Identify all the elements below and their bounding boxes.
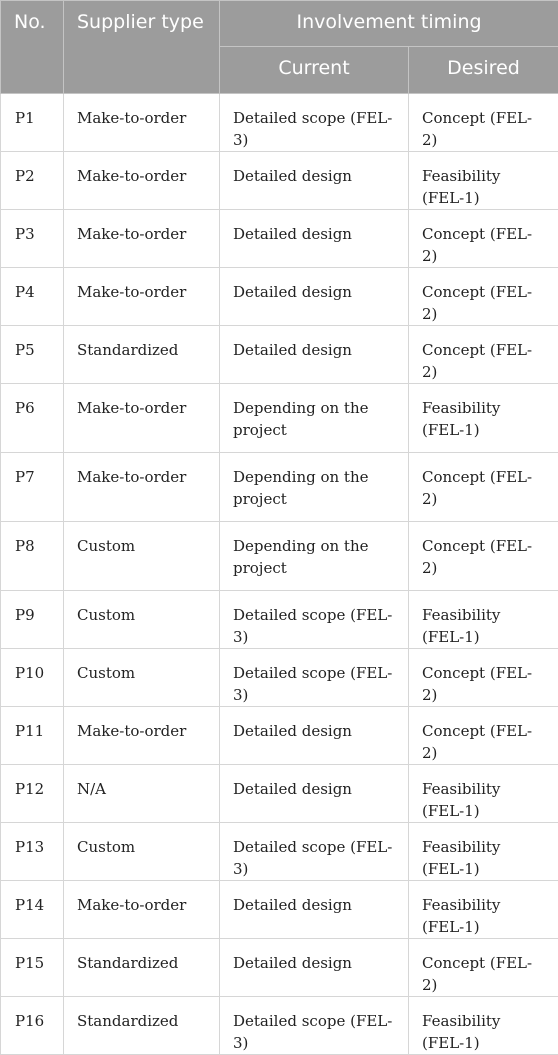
cell-supplier-type: Custom — [64, 823, 220, 881]
cell-current-timing: Detailed design — [220, 210, 409, 268]
cell-desired-timing: Feasibility (FEL-1) — [409, 823, 558, 881]
table-row — [1, 881, 558, 939]
header-desired: Desired — [409, 47, 558, 94]
cell-supplier-type: Standardized — [64, 997, 220, 1055]
header-supplier-type: Supplier type — [64, 1, 220, 94]
cell-supplier-type: Make-to-order — [64, 453, 220, 522]
cell-no: P16 — [1, 997, 64, 1055]
cell-desired-timing: Feasibility (FEL-1) — [409, 881, 558, 939]
cell-current-timing: Detailed scope (FEL-3) — [220, 649, 409, 707]
cell-supplier-type: Make-to-order — [64, 152, 220, 210]
cell-current-timing: Detailed design — [220, 939, 409, 997]
table-row — [1, 765, 558, 823]
cell-no: P11 — [1, 707, 64, 765]
cell-no: P8 — [1, 522, 64, 591]
cell-supplier-type: Make-to-order — [64, 210, 220, 268]
cell-supplier-type: N/A — [64, 765, 220, 823]
table-row — [1, 453, 558, 522]
cell-current-timing: Detailed design — [220, 152, 409, 210]
cell-supplier-type: Custom — [64, 522, 220, 591]
header-no: No. — [1, 1, 64, 94]
cell-desired-timing: Concept (FEL-2) — [409, 326, 558, 384]
cell-supplier-type: Standardized — [64, 939, 220, 997]
cell-supplier-type: Make-to-order — [64, 268, 220, 326]
table-body — [1, 94, 558, 1055]
cell-desired-timing: Concept (FEL-2) — [409, 522, 558, 591]
cell-no: P7 — [1, 453, 64, 522]
table-row — [1, 94, 558, 152]
table-row — [1, 997, 558, 1055]
cell-no: P9 — [1, 591, 64, 649]
cell-no: P1 — [1, 94, 64, 152]
cell-desired-timing: Concept (FEL-2) — [409, 939, 558, 997]
cell-desired-timing: Concept (FEL-2) — [409, 94, 558, 152]
cell-no: P13 — [1, 823, 64, 881]
cell-current-timing: Depending on the project — [220, 522, 409, 591]
cell-desired-timing: Feasibility (FEL-1) — [409, 384, 558, 453]
cell-desired-timing: Concept (FEL-2) — [409, 707, 558, 765]
table-row — [1, 210, 558, 268]
table-row — [1, 326, 558, 384]
cell-supplier-type: Make-to-order — [64, 707, 220, 765]
cell-desired-timing: Feasibility (FEL-1) — [409, 997, 558, 1055]
table-row — [1, 649, 558, 707]
cell-current-timing: Detailed design — [220, 326, 409, 384]
cell-current-timing: Depending on the project — [220, 384, 409, 453]
cell-desired-timing: Concept (FEL-2) — [409, 649, 558, 707]
table-row — [1, 522, 558, 591]
table-row — [1, 707, 558, 765]
cell-current-timing: Detailed design — [220, 765, 409, 823]
cell-supplier-type: Custom — [64, 649, 220, 707]
cell-supplier-type: Custom — [64, 591, 220, 649]
cell-no: P12 — [1, 765, 64, 823]
cell-current-timing: Detailed design — [220, 707, 409, 765]
cell-current-timing: Detailed scope (FEL-3) — [220, 94, 409, 152]
header-current: Current — [220, 47, 409, 94]
table-row — [1, 384, 558, 453]
cell-no: P5 — [1, 326, 64, 384]
cell-desired-timing: Concept (FEL-2) — [409, 210, 558, 268]
cell-supplier-type: Make-to-order — [64, 94, 220, 152]
table-row — [1, 939, 558, 997]
cell-supplier-type: Standardized — [64, 326, 220, 384]
cell-no: P10 — [1, 649, 64, 707]
table-row — [1, 591, 558, 649]
cell-no: P15 — [1, 939, 64, 997]
cell-no: P14 — [1, 881, 64, 939]
cell-current-timing: Detailed design — [220, 881, 409, 939]
cell-current-timing: Detailed design — [220, 268, 409, 326]
cell-no: P6 — [1, 384, 64, 453]
table-row — [1, 823, 558, 881]
cell-no: P4 — [1, 268, 64, 326]
header-involvement-timing: Involvement timing — [220, 1, 558, 47]
table-row — [1, 268, 558, 326]
cell-current-timing: Depending on the project — [220, 453, 409, 522]
cell-supplier-type: Make-to-order — [64, 881, 220, 939]
cell-desired-timing: Feasibility (FEL-1) — [409, 152, 558, 210]
cell-current-timing: Detailed scope (FEL-3) — [220, 823, 409, 881]
cell-desired-timing: Concept (FEL-2) — [409, 453, 558, 522]
cell-desired-timing: Feasibility (FEL-1) — [409, 765, 558, 823]
cell-no: P2 — [1, 152, 64, 210]
cell-current-timing: Detailed scope (FEL-3) — [220, 997, 409, 1055]
cell-supplier-type: Make-to-order — [64, 384, 220, 453]
table-row — [1, 152, 558, 210]
cell-no: P3 — [1, 210, 64, 268]
cell-desired-timing: Concept (FEL-2) — [409, 268, 558, 326]
cell-desired-timing: Feasibility (FEL-1) — [409, 591, 558, 649]
table-header — [1, 1, 558, 94]
cell-current-timing: Detailed scope (FEL-3) — [220, 591, 409, 649]
